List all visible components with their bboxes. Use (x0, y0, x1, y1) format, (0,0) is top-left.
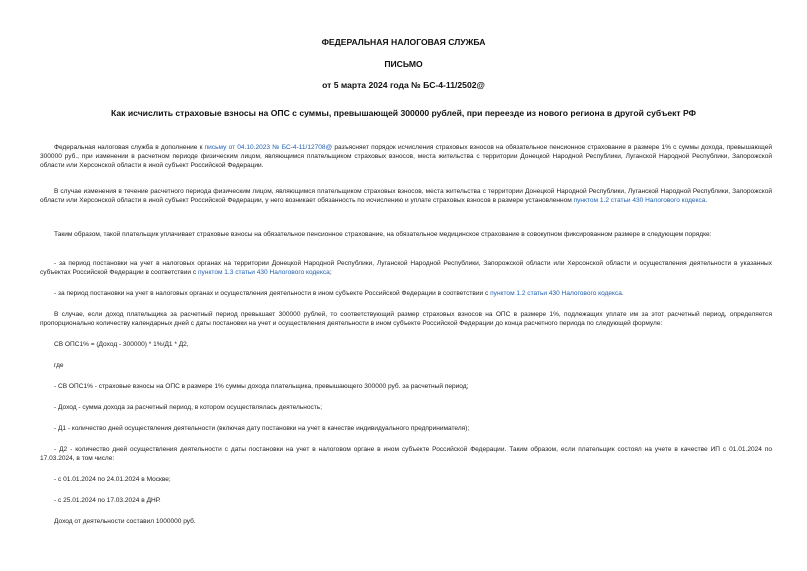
definition-d1: - Д1 - количество дней осуществления деятельности (включая дату постановки на учет в качестве индивидуального предпринимателя); (54, 425, 470, 432)
formula-where: где (54, 362, 64, 369)
paragraph-1-text-pre: Федеральная налоговая служба в дополнение к (54, 144, 205, 151)
tax-code-article-430-1-2-link[interactable]: пунктом 1.2 статьи 430 Налогового кодекса (573, 197, 706, 204)
paragraph-4 (40, 259, 772, 277)
paragraph-4-text-post: ; (329, 269, 332, 276)
income-total: Доход от деятельности составил 1000000 руб. (54, 518, 196, 525)
letter-reference-link[interactable]: письму от 04.10.2023 № БС-4-11/12708@ (204, 144, 333, 151)
definition-sv-ops: - СВ ОПС1% - страховые взносы на ОПС в размере 1% суммы дохода плательщика, превышающего 300000 руб. за расчетный период; (54, 383, 469, 390)
paragraph-4-text-pre: - за период постановки на учет в налоговых органах на территории Донецкой Народной Республики, Луганской Народной Республики, Запорожской области или Херсонской области и осуществления деятельности в указанных субъектах Российской Федерации в соответствии с (40, 260, 772, 276)
period-dnr: - с 25.01.2024 по 17.03.2024 в ДНР. (54, 497, 161, 504)
paragraph-2-text-pre: В случае изменения в течение расчетного периода физическим лицом, являющимся плательщиком страховых взносов, места жительства с территории Донецкой Народной Республики, Луганской Народной Республики, Запорожской области или Херсонской области в иной субъект Российской Федерации, у него возникает обязанность по исчислению и уплате страховых взносов в размере установленном (40, 188, 772, 204)
definition-d2: - Д2 - количество дней осуществления деятельности с даты постановки на учет в налоговом органе в ином субъекте Российской Федерации. Таким образом, если плательщик состоял на учете в качестве ИП с 01.01.2024 по 17.03.2024, в том числе: (40, 446, 772, 462)
paragraph-6: В случае, если доход плательщика за расчетный период превышает 300000 рублей, то соответствующий размер страховых взносов на ОПС в размере 1%, подлежащих уплате им за этот расчетный период, определяется пропорционально количеству календарных дней с даты постановки на учет и осуществления деятельности в ином субъекте Российской Федерации до конца расчетного периода по следующей формуле: (40, 311, 772, 327)
paragraph-1-text-post: разъясняет порядок исчисления страховых взносов на обязательное пенсионное страхование в размере 1% с суммы дохода, превышающей 300000 руб., при изменении в расчетном периоде физическим лицом, являющимся плательщиком страховых взносов, места жительства с территории Донецкой Народной Республики, Луганской Народной Республики, Запорожской области или Херсонской области в иной субъект Российской Федерации. (40, 144, 772, 169)
tax-code-article-430-1-2-link-2[interactable]: пунктом 1.2 статьи 430 Налогового кодекса (490, 290, 622, 297)
paragraph-2-text-post: . (705, 197, 708, 204)
period-moscow: - с 01.01.2024 по 24.01.2024 в Москве; (54, 476, 171, 483)
definition-income: - Доход - сумма дохода за расчетный период, в котором осуществлялась деятельность; (54, 404, 323, 411)
tax-code-article-430-1-3-link[interactable]: пунктом 1.3 статьи 430 Налогового кодекса (198, 269, 330, 276)
agency-header: ФЕДЕРАЛЬНАЯ НАЛОГОВАЯ СЛУЖБА (321, 37, 486, 47)
paragraph-2 (40, 187, 772, 205)
doc-type-header: ПИСЬМО (384, 59, 423, 69)
paragraph-5-text-pre: - за период постановки на учет в налоговых органах и осуществления деятельности в ином субъекте Российской Федерации в соответствии с (54, 290, 491, 297)
paragraph-5 (40, 289, 772, 298)
paragraph-1 (40, 143, 772, 170)
document-title: Как исчислить страховые взносы на ОПС с суммы, превышающей 300000 рублей, при переезде из нового региона в другой субъект РФ (111, 108, 696, 118)
paragraph-3: Таким образом, такой плательщик уплачивает страховые взносы на обязательное пенсионное страхование, на обязательное медицинское страхование в совокупном фиксированном размере в следующем порядке: (54, 231, 712, 238)
doc-date-header: от 5 марта 2024 года № БС-4-11/2502@ (322, 80, 485, 90)
formula: СВ ОПС1% = (Доход - 300000) * 1%/Д1 * Д2, (54, 341, 189, 348)
paragraph-5-text-post: . (621, 290, 624, 297)
